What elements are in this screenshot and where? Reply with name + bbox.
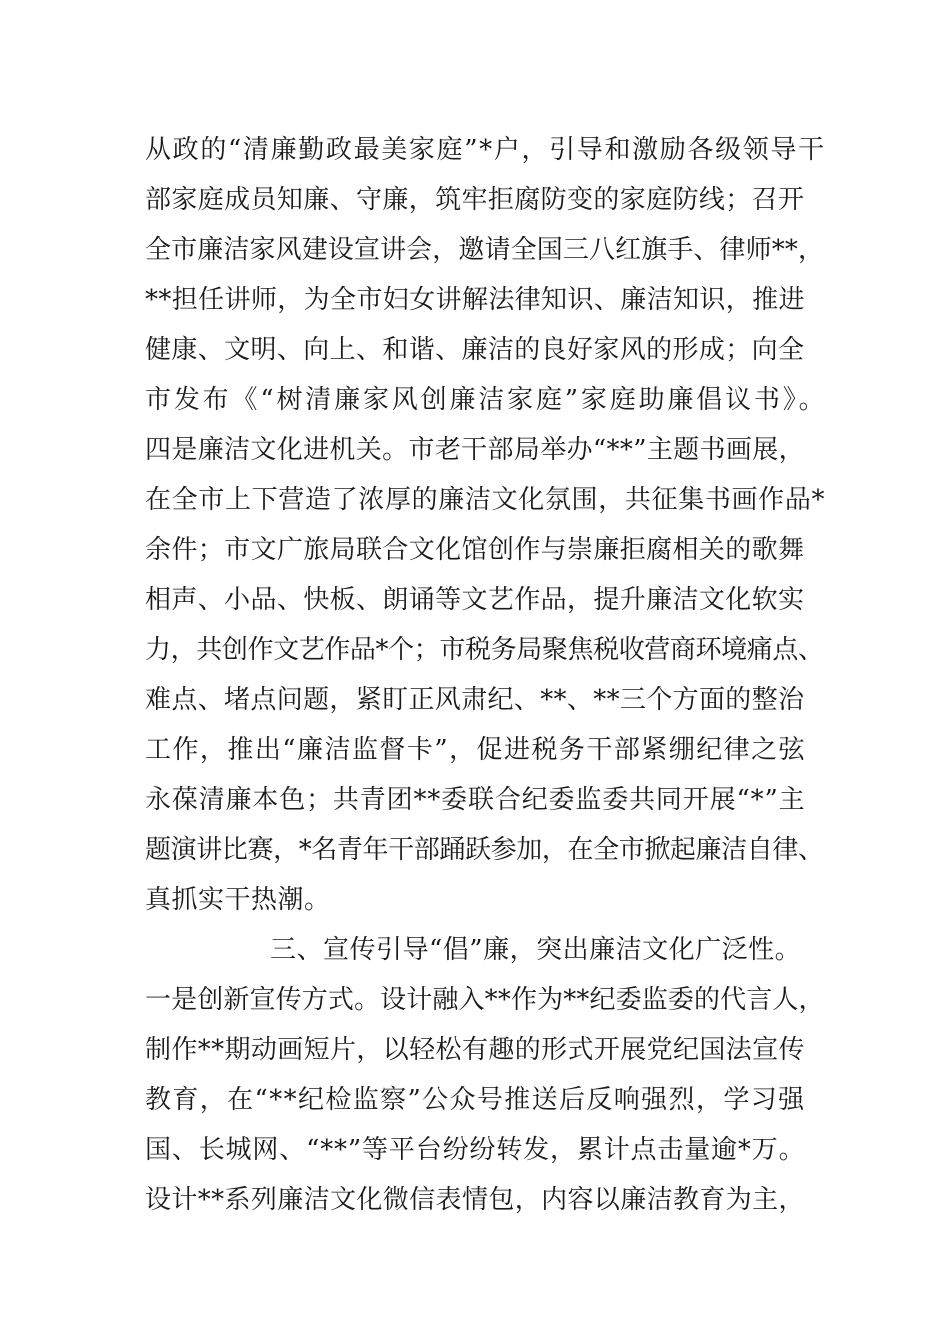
- text-line: 从政的“清廉勤政最美家庭”*户，引导和激励各级领导干: [145, 135, 826, 165]
- text-line: 力，共创作文艺作品*个；市税务局聚焦税收营商环境痛点、: [145, 635, 824, 665]
- text-line: 部家庭成员知廉、守廉，筑牢拒腐防变的家庭防线；召开: [145, 185, 805, 215]
- text-line: 四是廉洁文化进机关。市老干部局举办“**”主题书画展，: [145, 435, 805, 465]
- text-line: 全市廉洁家风建设宣讲会，邀请全国三八红旗手、律师**，: [145, 235, 825, 265]
- text-line: 永葆清廉本色；共青团**委联合纪委监委共同开展“*”主: [145, 785, 806, 815]
- text-line: 余件；市文广旅局联合文化馆创作与崇廉拒腐相关的歌舞: [145, 535, 805, 565]
- text-line: 工作，推出“廉洁监督卡”，促进税务干部紧绷纪律之弦: [145, 735, 807, 765]
- text-line: 难点、堵点问题，紧盯正风肃纪、**、**三个方面的整治: [145, 685, 805, 715]
- text-line: 一是创新宣传方式。设计融入**作为**纪委监委的代言人，: [145, 985, 825, 1015]
- text-line: 相声、小品、快板、朗诵等文艺作品，提升廉洁文化软实: [145, 585, 805, 615]
- section-heading: 三、宣传引导“倡”廉，突出廉洁文化广泛性。: [270, 935, 802, 965]
- text-line: 国、长城网、“**”等平台纷纷转发，累计点击量逾*万。: [145, 1135, 806, 1165]
- text-line: 在全市上下营造了浓厚的廉洁文化氛围，共征集书画作品*: [145, 485, 826, 515]
- text-line: 制作**期动画短片，以轻松有趣的形式开展党纪国法宣传: [145, 1035, 805, 1065]
- text-line: **担任讲师，为全市妇女讲解法律知识、廉洁知识，推进: [145, 285, 805, 315]
- text-line: 教育，在“**纪检监察”公众号推送后反响强烈，学习强: [145, 1085, 806, 1115]
- text-line: 设计**系列廉洁文化微信表情包，内容以廉洁教育为主，: [145, 1185, 805, 1215]
- text-line: 市发布《“树清廉家风创廉洁家庭”家庭助廉倡议书》。: [145, 385, 828, 415]
- text-line: 健康、文明、向上、和谐、廉洁的良好家风的形成；向全: [145, 335, 805, 365]
- text-line: 真抓实干热潮。: [145, 885, 331, 915]
- text-line: 题演讲比赛，*名青年干部踊跃参加，在全市掀起廉洁自律、: [145, 835, 824, 865]
